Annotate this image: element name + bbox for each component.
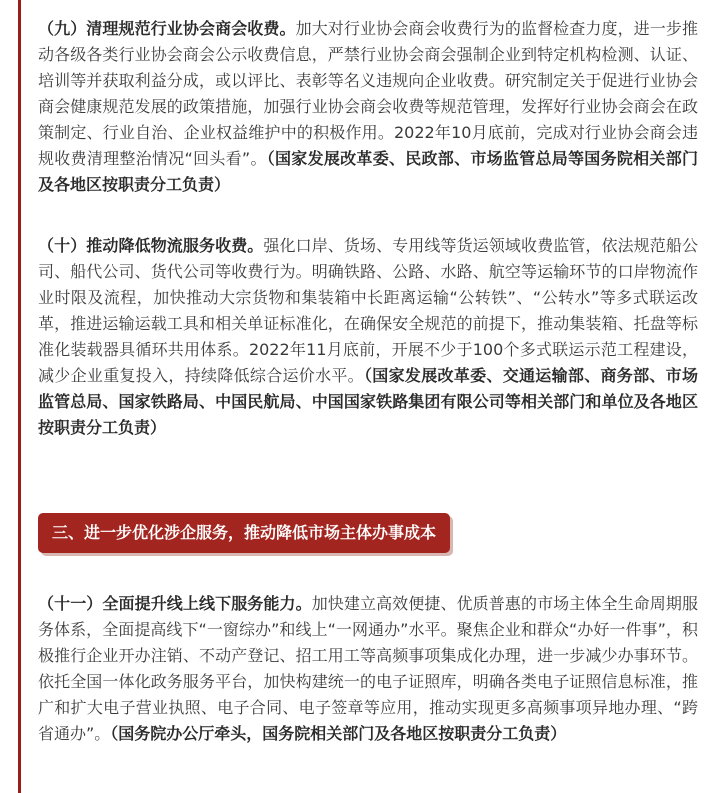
section-header: 三、进一步优化涉企服务，推动降低市场主体办事成本 <box>38 513 450 553</box>
paragraph-lead: （九）清理规范行业协会商会收费。 <box>38 19 296 38</box>
responsibility-note: （国务院办公厅牵头，国务院相关部门及各地区按职责分工负责） <box>110 724 567 743</box>
paragraph-item-9 <box>38 16 698 198</box>
paragraph-item-10 <box>38 233 698 441</box>
responsibility-note: （国家发展改革委、民政部、市场监管总局等国务院相关部门及各地区按职责分工负责） <box>38 149 698 194</box>
paragraph-lead: （十）推动降低物流服务收费。 <box>38 236 264 255</box>
responsibility-note: （国家发展改革委、交通运输部、商务部、市场监管总局、国家铁路局、中国民航局、中国国家铁路集团有限公司等相关部门和单位及各地区按职责分工负责） <box>38 366 698 437</box>
paragraph-lead: （十一）全面提升线上线下服务能力。 <box>38 594 312 613</box>
paragraph-item-11 <box>38 591 698 747</box>
paragraph-body: 强化口岸、货场、专用线等货运领域收费监管，依法规范船公司、船代公司、货代公司等收费行为。明确铁路、公路、水路、航空等运输环节的口岸物流作业时限及流程，加快推动大宗货物和集装箱中长距离运输“公转铁”、“公转水”等多式联运改革，推进运输运载工具和相关单证标准化，在确保安全规范的前提下，推动集装箱、托盘等标准化装载器具循环共用体系。2022年11月底前，开展不少于100个多式联运示范工程建设，减少企业重复投入，持续降低综合运价水平。 <box>38 236 698 385</box>
paragraph-body: 加大对行业协会商会收费行为的监督检查力度，进一步推动各级各类行业协会商会公示收费信息，严禁行业协会商会强制企业到特定机构检测、认证、培训等并获取利益分成，或以评比、表彰等名义违规向企业收费。研究制定关于促进行业协会商会健康规范发展的政策措施，加强行业协会商会收费等规范管理，发挥好行业协会商会在政策制定、行业自治、企业权益维护中的积极作用。2022年10月底前，完成对行业协会商会违规收费清理整治情况“回头看”。 <box>38 19 698 168</box>
paragraph-body: 加快建立高效便捷、优质普惠的市场主体全生命周期服务体系，全面提高线下“一窗综办”和线上“一网通办”水平。聚焦企业和群众“办好一件事”，积极推行企业开办注销、不动产登记、招工用工等高频事项集成化办理，进一步减少办事环节。依托全国一体化政务服务平台，加快构建统一的电子证照库，明确各类电子证照信息标准，推广和扩大电子营业执照、电子合同、电子签章等应用，推动实现更多高频事项异地办理、“跨省通办”。 <box>38 594 698 743</box>
left-border-rule <box>18 0 21 793</box>
